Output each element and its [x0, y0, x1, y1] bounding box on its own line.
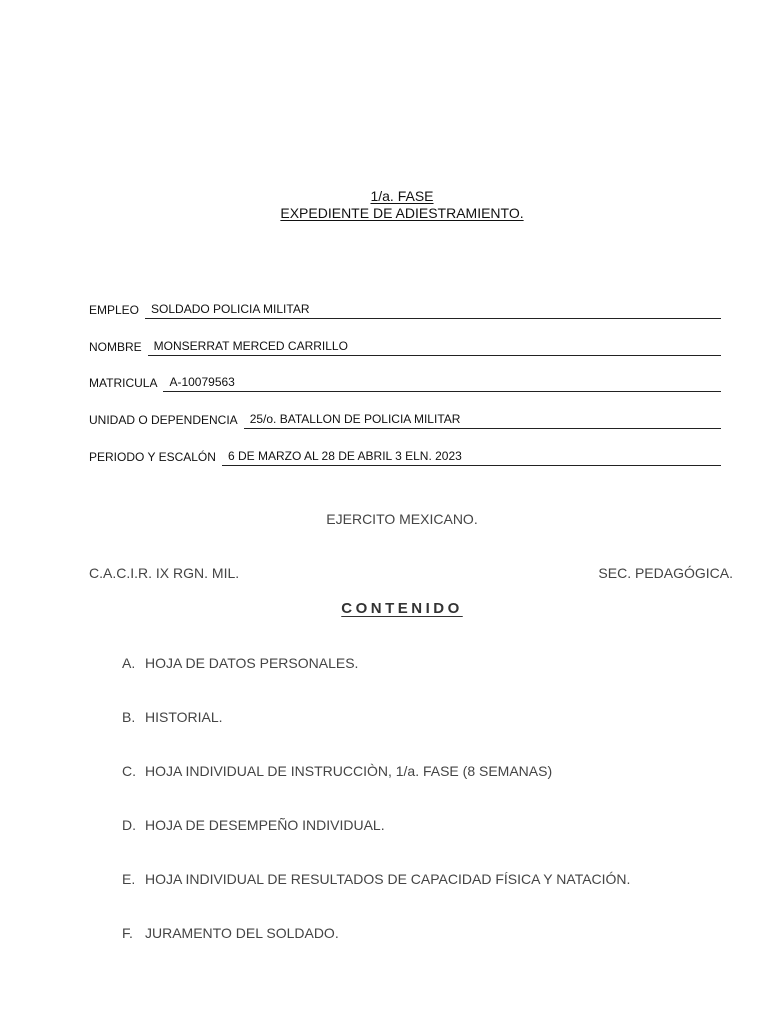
field-value: 25/o. BATALLON DE POLICIA MILITAR [244, 412, 721, 429]
list-item [122, 763, 630, 817]
item-text: JURAMENTO DEL SOLDADO. [145, 925, 339, 941]
list-item [122, 871, 630, 925]
field-value: SOLDADO POLICIA MILITAR [145, 302, 721, 319]
field-periodo [89, 446, 721, 466]
field-nombre [89, 336, 721, 356]
item-text: HOJA INDIVIDUAL DE INSTRUCCIÒN, 1/a. FASE (8 SEMANAS) [145, 763, 553, 779]
list-item [122, 925, 630, 979]
field-unidad [89, 409, 721, 429]
field-matricula [89, 372, 721, 392]
item-marker: B. [122, 709, 136, 725]
contents-title: CONTENIDO [341, 600, 463, 617]
list-item [122, 655, 630, 709]
phase-title: 1/a. FASE [370, 188, 434, 204]
item-marker: D. [122, 817, 136, 833]
item-text: HOJA INDIVIDUAL DE RESULTADOS DE CAPACIDAD FÍSICA Y NATACIÓN. [145, 871, 631, 887]
section-name: SEC. PEDAGÓGICA. [598, 565, 733, 581]
center-name: C.A.C.I.R. IX RGN. MIL. [89, 565, 240, 581]
field-label: EMPLEO [89, 303, 140, 317]
item-marker: A. [122, 655, 136, 671]
list-item [122, 709, 630, 763]
item-marker: C. [122, 763, 136, 779]
contents-list [122, 655, 630, 979]
field-label: NOMBRE [89, 340, 142, 354]
item-text: HOJA DE DATOS PERSONALES. [145, 655, 359, 671]
field-value: A-10079563 [163, 375, 721, 392]
organization-name: EJERCITO MEXICANO. [326, 511, 478, 527]
contents-heading [0, 600, 768, 617]
item-marker: F. [122, 925, 133, 941]
field-empleo [89, 299, 721, 319]
field-label: PERIODO Y ESCALÓN [89, 450, 216, 464]
record-title: EXPEDIENTE DE ADIESTRAMIENTO. [280, 205, 524, 221]
field-value: 6 DE MARZO AL 28 DE ABRIL 3 ELN. 2023 [222, 449, 721, 466]
field-label: UNIDAD O DEPENDENCIA [89, 413, 238, 427]
item-marker: E. [122, 871, 136, 887]
list-item [122, 817, 630, 871]
item-text: HOJA DE DESEMPEÑO INDIVIDUAL. [145, 817, 385, 833]
item-text: HISTORIAL. [145, 709, 223, 725]
field-value: MONSERRAT MERCED CARRILLO [148, 339, 721, 356]
field-label: MATRICULA [89, 376, 158, 390]
document-header [0, 188, 768, 222]
